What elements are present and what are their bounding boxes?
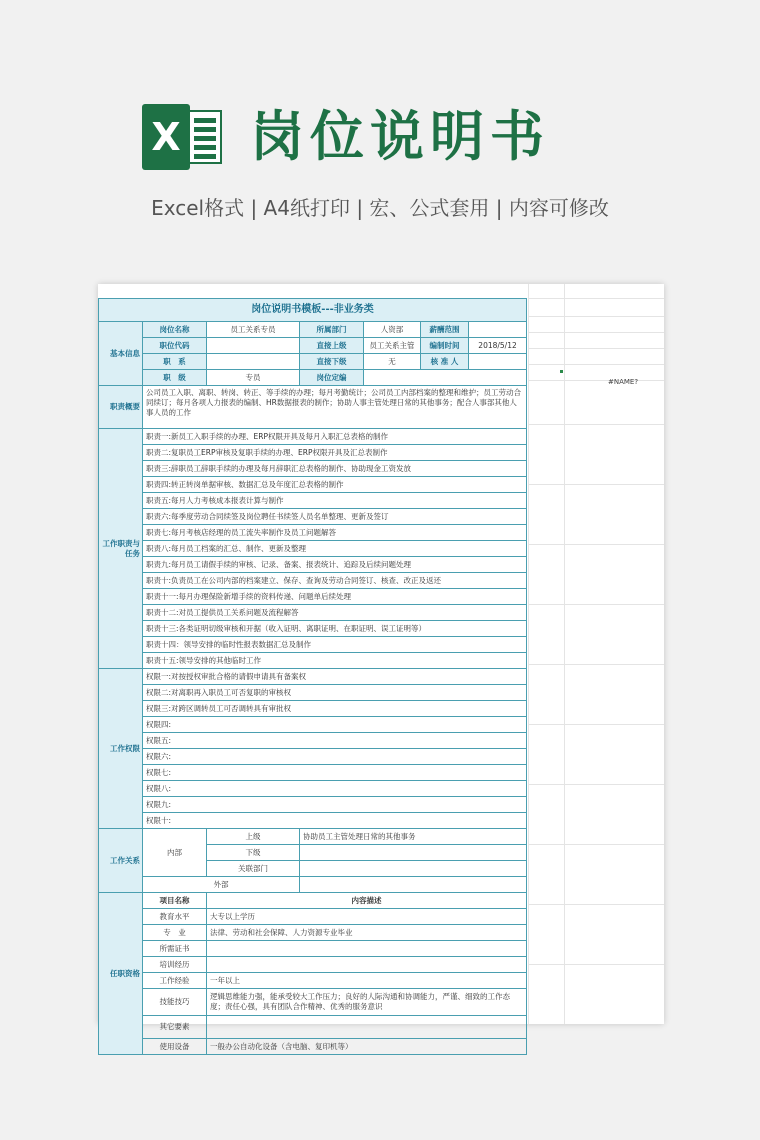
qual-desc[interactable]: 一年以上: [207, 973, 527, 989]
authority-row[interactable]: 权限九:: [143, 797, 527, 813]
duty-row[interactable]: 职责九:每月员工请假手续的审核、记录、备案、报表统计、追踪及后续问题处理: [143, 557, 527, 573]
section-qualification: 任职资格: [99, 893, 143, 1055]
duty-row[interactable]: 职责十四：领导安排的临时性报表数据汇总及制作: [143, 637, 527, 653]
duty-row[interactable]: 职责二:复职员工ERP审核及复职手续的办理、ERP权限开具及汇总表制作: [143, 445, 527, 461]
authority-row[interactable]: 权限三:对跨区调转员工可否调转具有审批权: [143, 701, 527, 717]
authority-row[interactable]: 权限八:: [143, 781, 527, 797]
duty-row[interactable]: 职责十二:对员工提供员工关系问题及流程解答: [143, 605, 527, 621]
qual-desc[interactable]: 逻辑思维能力强，能承受较大工作压力；良好的人际沟通和协调能力，严谨、细致的工作态度；责任心强，具有团队合作精神、优秀的服务意识: [207, 989, 527, 1016]
excel-logo-icon: [142, 104, 224, 170]
duty-row[interactable]: 职责六:每季度劳动合同续签及岗位聘任书续签人员名单整理、更新及签订: [143, 509, 527, 525]
duty-row[interactable]: 职责十五:领导安排的其他临时工作: [143, 653, 527, 669]
value-rating[interactable]: [364, 370, 527, 386]
qual-item: 教育水平: [143, 909, 207, 925]
duty-row[interactable]: 职责一:新员工入职手续的办理、ERP权限开具及每月入职汇总表格的制作: [143, 429, 527, 445]
value-rel-superior[interactable]: 协助员工主管处理日常的其他事务: [300, 829, 527, 845]
logo-letter: X: [142, 104, 190, 170]
label-rating: 岗位定编: [300, 370, 364, 386]
qual-desc[interactable]: 法律、劳动和社会保障、人力资源专业毕业: [207, 925, 527, 941]
qual-item: 技能技巧: [143, 989, 207, 1016]
value-post-name[interactable]: 员工关系专员: [207, 322, 300, 338]
qual-item: 培训经历: [143, 957, 207, 973]
qual-desc[interactable]: [207, 941, 527, 957]
qual-item: 所需证书: [143, 941, 207, 957]
label-external: 外部: [143, 877, 300, 893]
duty-row[interactable]: 职责四:转正转岗单据审核、数据汇总及年度汇总表格的制作: [143, 477, 527, 493]
page-title: 岗位说明书: [250, 105, 550, 168]
value-approver[interactable]: [469, 354, 527, 370]
section-summary: 职责概要: [99, 386, 143, 429]
summary-text[interactable]: 公司员工入职、离职、转岗、转正、等手续的办理；每月考勤统计；公司员工内部档案的整理和维护；员工劳动合同续订；每月各项人力报表的编制、HR数据报表的制作；协助人事主管处理日常的其他事务；配合人事部其他人事人员的工作: [143, 386, 527, 429]
label-code: 职位代码: [143, 338, 207, 354]
qual-item: 其它要素: [143, 1016, 207, 1039]
duty-row[interactable]: 职责七:每月考核店经理的员工流失率制作及员工问题解答: [143, 525, 527, 541]
authority-row[interactable]: 权限一:对按授权审批合格的请假申请具有备案权: [143, 669, 527, 685]
qual-desc[interactable]: [207, 1016, 527, 1039]
qual-item: 专 业: [143, 925, 207, 941]
value-rel-subordinate[interactable]: [300, 845, 527, 861]
label-date: 编制时间: [421, 338, 469, 354]
value-date[interactable]: 2018/5/12: [469, 338, 527, 354]
value-dept[interactable]: 人资部: [364, 322, 421, 338]
authority-row[interactable]: 权限二:对离职再入职员工可否复职的审核权: [143, 685, 527, 701]
grid-icon: [186, 110, 222, 164]
duty-row[interactable]: 职责三:辞职员工辞职手续的办理及每月辞职汇总表格的制作、协助现金工资发放: [143, 461, 527, 477]
label-approver: 核 准 人: [421, 354, 469, 370]
duty-row[interactable]: 职责八:每月员工档案的汇总、制作、更新及整理: [143, 541, 527, 557]
sheet-title: 岗位说明书模板---非业务类: [99, 299, 527, 322]
page-subtitle: Excel格式 | A4纸打印 | 宏、公式套用 | 内容可修改: [151, 196, 609, 220]
spreadsheet-preview: [98, 284, 664, 1051]
qual-desc[interactable]: [207, 957, 527, 973]
value-salary[interactable]: [469, 322, 527, 338]
section-authority: 工作权限: [99, 669, 143, 829]
label-subordinate: 直接下级: [300, 354, 364, 370]
label-dept: 所属部门: [300, 322, 364, 338]
value-level[interactable]: 专员: [207, 370, 300, 386]
duty-row[interactable]: 职责十:负责员工在公司内部的档案建立、保存、查询及劳动合同签订、核查、改正及返还: [143, 573, 527, 589]
authority-row[interactable]: 权限十:: [143, 813, 527, 829]
label-title: 职 系: [143, 354, 207, 370]
job-description-table: [98, 298, 527, 1055]
value-rel-related[interactable]: [300, 861, 527, 877]
qual-desc[interactable]: 一般办公自动化设备（含电脑、复印机等）: [207, 1039, 527, 1055]
page-header: [0, 0, 760, 260]
value-title[interactable]: [207, 354, 300, 370]
label-rel-superior: 上级: [207, 829, 300, 845]
qual-desc[interactable]: 大专以上学历: [207, 909, 527, 925]
value-external[interactable]: [300, 877, 527, 893]
section-duties: 工作职责与任务: [99, 429, 143, 669]
error-cell: #NAME?: [608, 378, 639, 386]
authority-row[interactable]: 权限六:: [143, 749, 527, 765]
value-superior[interactable]: 员工关系主管: [364, 338, 421, 354]
col-desc: 内容描述: [207, 893, 527, 909]
label-salary: 薪酬范围: [421, 322, 469, 338]
section-basic: 基本信息: [99, 322, 143, 386]
duty-row[interactable]: 职责十一:每月办理保险新增手续的资料传递、问题单后续处理: [143, 589, 527, 605]
col-item: 项目名称: [143, 893, 207, 909]
value-code[interactable]: [207, 338, 300, 354]
duty-row[interactable]: 职责五:每月人力考核成本报表计算与制作: [143, 493, 527, 509]
qual-item: 工作经验: [143, 973, 207, 989]
authority-row[interactable]: 权限四:: [143, 717, 527, 733]
section-relations: 工作关系: [99, 829, 143, 893]
authority-row[interactable]: 权限五:: [143, 733, 527, 749]
label-superior: 直接上级: [300, 338, 364, 354]
authority-row[interactable]: 权限七:: [143, 765, 527, 781]
label-level: 职 级: [143, 370, 207, 386]
cell-marker: [560, 370, 563, 373]
label-rel-subordinate: 下级: [207, 845, 300, 861]
qual-item: 使用设备: [143, 1039, 207, 1055]
duty-row[interactable]: 职责十三:各类证明切级审核和开据（收入证明、离职证明、在职证明、误工证明等）: [143, 621, 527, 637]
label-post-name: 岗位名称: [143, 322, 207, 338]
value-subordinate[interactable]: 无: [364, 354, 421, 370]
label-rel-related: 关联部门: [207, 861, 300, 877]
label-internal: 内部: [143, 829, 207, 877]
